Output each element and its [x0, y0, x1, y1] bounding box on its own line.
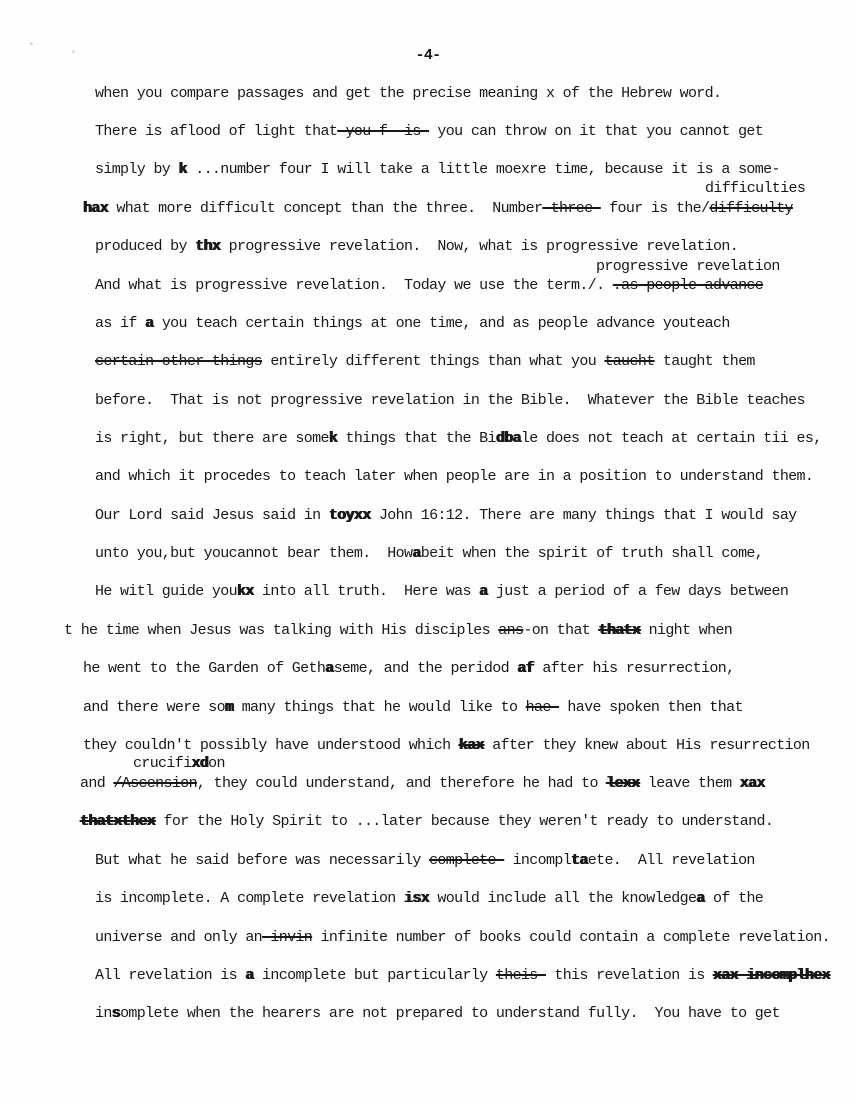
typed-text: le does not teach at certain tii es, — [520, 430, 822, 447]
typed-text: , they could understand, and therefore he had to — [196, 775, 607, 792]
typed-text: Our Lord said Jesus said in — [95, 507, 329, 524]
overstruck-text: a — [479, 583, 488, 600]
overstruck-text: dba — [495, 430, 521, 447]
typed-text: ...number four I will take a little moexre time, because it is a some- — [186, 161, 780, 178]
typed-text: universe and only an — [95, 929, 263, 946]
overstruck-text: s — [111, 1005, 121, 1022]
typed-line — [705, 179, 805, 199]
typed-text: before. That is not progressive revelation in the Bible. Whatever the Bible teaches — [95, 392, 805, 409]
typed-text: as if — [95, 315, 146, 332]
overstruck-text: a — [325, 660, 334, 677]
typed-text: progressive revelation — [596, 258, 780, 275]
typed-line — [95, 352, 755, 372]
typed-line — [95, 506, 797, 526]
page-number: -4- — [415, 47, 441, 64]
typed-text: on — [208, 755, 225, 772]
typed-text: into all truth. Here was — [253, 583, 480, 600]
typed-text: progressive revelation. Now, what is progressive revelation. — [220, 238, 739, 255]
typed-text: for the Holy Spirit to ...later because they weren't ready to understand. — [155, 813, 774, 830]
struck-text: hae- — [525, 699, 560, 716]
struck-text: complete- — [429, 852, 505, 869]
struck-text: taucht — [604, 353, 655, 370]
typed-line — [95, 1004, 780, 1024]
typed-text: is right, but there are some — [95, 430, 329, 447]
typed-text: John 16:12. There are many things that I would say — [370, 507, 797, 524]
typed-text: night when — [640, 622, 733, 639]
overstruck-text: af — [517, 660, 534, 677]
typed-line — [95, 122, 763, 142]
overstruck-text: k — [178, 161, 187, 178]
typed-line — [596, 257, 780, 277]
overstruck-text: isx — [404, 890, 430, 907]
typed-line — [95, 582, 788, 602]
typed-line — [83, 199, 793, 219]
typed-line — [95, 429, 822, 449]
typed-line — [95, 966, 830, 986]
typed-line — [95, 544, 763, 564]
typed-line — [133, 754, 225, 774]
typed-line — [95, 276, 763, 296]
overstruck-struck-text: thatx — [598, 622, 641, 639]
typed-text: many things that he would like to — [233, 699, 526, 716]
typed-text: of the — [704, 890, 764, 907]
typed-line — [83, 736, 810, 756]
overstruck-text: a — [412, 545, 421, 562]
typed-text: and which it procedes to teach later when people are in a position to understand them. — [95, 468, 814, 485]
typed-text: unto you,but youcannot bear them. How — [95, 545, 413, 562]
overstruck-struck-text: thatxthex — [80, 813, 156, 830]
typed-text: he went to the Garden of Geth — [83, 660, 326, 677]
typed-text: beit when the spirit of truth shall come, — [420, 545, 764, 562]
overstruck-struck-text: lexx — [606, 775, 640, 792]
overstruck-text: thx — [195, 238, 221, 255]
struck-text: ans — [498, 622, 524, 639]
struck-text: -three- — [542, 200, 601, 217]
struck-text: difficulty — [709, 200, 793, 217]
typed-text: All revelation is — [95, 967, 246, 984]
overstruck-text: kx — [236, 583, 254, 600]
typed-text: would include all the knowledge — [429, 890, 697, 907]
overstruck-text: a — [696, 890, 705, 907]
typed-line — [83, 698, 743, 718]
typed-text: this revelation is — [546, 967, 714, 984]
typed-text: leave them — [639, 775, 740, 792]
typed-text: He witl guide you — [95, 583, 237, 600]
scan-artifact — [30, 42, 33, 45]
typed-text: entirely different things than what you — [262, 353, 605, 370]
typed-text: you teach certain things at one time, and as people advance youteach — [153, 315, 730, 332]
typed-text: and — [80, 775, 114, 792]
typed-text: -on that — [523, 622, 599, 639]
overstruck-text: k — [328, 430, 338, 447]
typed-text: things that the Bi — [337, 430, 496, 447]
typed-text: ete. All revelation — [587, 852, 755, 869]
overstruck-text: a — [245, 967, 254, 984]
typed-line — [83, 659, 734, 679]
typed-line — [95, 237, 738, 257]
struck-text: .as people advance — [612, 277, 764, 294]
overstruck-struck-text: xax incomplhex — [713, 967, 830, 984]
typed-text: they couldn't possibly have understood which — [83, 737, 459, 754]
typed-text: crucifi — [133, 755, 192, 772]
typed-line — [95, 851, 755, 871]
typed-line — [95, 314, 730, 334]
struck-text: theis- — [495, 967, 546, 984]
typed-line — [64, 621, 732, 641]
typed-text: you can throw on it that you cannot get — [429, 123, 764, 140]
typed-line — [80, 774, 765, 794]
typed-text: after his resurrection, — [534, 660, 735, 677]
overstruck-text: toyxx — [328, 507, 371, 524]
typed-line — [95, 467, 813, 487]
overstruck-text: xax — [739, 775, 765, 792]
typed-text: There is aflood of light that — [95, 123, 338, 140]
typed-line — [95, 84, 721, 104]
typed-text: in — [95, 1005, 112, 1022]
struck-text: -you f--is- — [337, 123, 430, 140]
typed-line — [95, 889, 763, 909]
typed-line — [95, 391, 805, 411]
overstruck-text: xd — [191, 755, 209, 772]
typed-text: what more difficult concept than the three. Number — [108, 200, 543, 217]
typed-text: just a period of a few days between — [487, 583, 789, 600]
typed-text: difficulties — [705, 180, 806, 197]
typed-text: when you compare passages and get the precise meaning x of the Hebrew word. — [95, 85, 722, 102]
typed-text: four is the/ — [600, 200, 710, 217]
typed-text: omplete when the hearers are not prepared to understand fully. You have to get — [120, 1005, 780, 1022]
overstruck-text: hax — [83, 200, 109, 217]
overstruck-text: m — [224, 699, 234, 716]
struck-text: /Ascension — [113, 775, 197, 792]
struck-text: -invin — [262, 929, 313, 946]
typed-text: taught them — [654, 353, 755, 370]
typed-text: is incomplete. A complete revelation — [95, 890, 405, 907]
struck-text: certain other things — [95, 353, 263, 370]
typed-text: and there were so — [83, 699, 225, 716]
typed-line — [80, 812, 773, 832]
typed-text: And what is progressive revelation. Today we use the term./. — [95, 277, 613, 294]
typed-text: after they knew about His resurrection — [483, 737, 810, 754]
overstruck-struck-text: kax — [458, 737, 484, 754]
typed-text: t he time when Jesus was talking with His disciples — [64, 622, 499, 639]
typed-text: infinite number of books could contain a complete revelation. — [312, 929, 830, 946]
overstruck-text: ta — [571, 852, 588, 869]
overstruck-text: a — [145, 315, 154, 332]
typed-text: incompl — [504, 852, 572, 869]
typed-line — [95, 160, 780, 180]
typed-text: seme, and the peridod — [333, 660, 518, 677]
typed-text: simply by — [95, 161, 179, 178]
typed-text: produced by — [95, 238, 196, 255]
typed-text: But what he said before was necessarily — [95, 852, 430, 869]
typed-text: incomplete but particularly — [253, 967, 496, 984]
typed-text: have spoken then that — [559, 699, 743, 716]
typed-line — [95, 928, 830, 948]
